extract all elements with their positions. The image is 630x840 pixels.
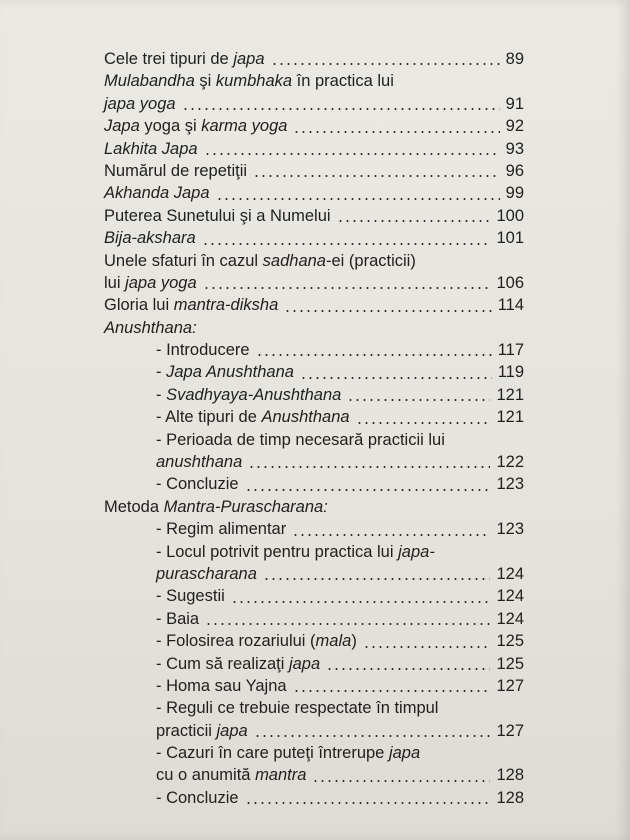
toc-entry-title xyxy=(104,93,176,115)
table-of-contents xyxy=(104,48,524,809)
toc-entry-title xyxy=(156,787,239,809)
toc-entry xyxy=(104,361,524,383)
dot-leader xyxy=(300,377,492,379)
toc-title-fragment: Gloria lui xyxy=(104,296,174,315)
toc-page-number: 100 xyxy=(496,206,524,225)
toc-entry xyxy=(104,115,524,137)
toc-title-fragment: - Locul potrivit pentru practica lui xyxy=(156,542,399,561)
toc-entry-title xyxy=(156,429,445,451)
toc-entry xyxy=(104,451,524,473)
toc-title-fragment: - Folosirea rozariului ( xyxy=(156,632,316,651)
toc-page-number: 121 xyxy=(496,385,524,404)
toc-title-fragment: - xyxy=(156,363,167,382)
dot-leader xyxy=(363,646,490,648)
toc-entry xyxy=(104,406,524,428)
toc-entry xyxy=(104,541,524,563)
toc-page-number: 101 xyxy=(496,229,524,248)
toc-page-number: 125 xyxy=(496,654,524,673)
dot-leader xyxy=(256,354,492,356)
toc-title-fragment: purascharana xyxy=(156,564,257,583)
toc-page-number: 128 xyxy=(496,788,524,807)
toc-entry xyxy=(104,182,524,204)
toc-title-fragment: - Reguli ce trebuie respectate în timpul xyxy=(156,699,439,718)
toc-page-number: 114 xyxy=(497,296,524,315)
toc-entry xyxy=(104,608,524,630)
toc-title-fragment: Anushthana: xyxy=(104,318,197,337)
toc-entry-title xyxy=(156,697,438,719)
toc-entry-title xyxy=(156,361,294,383)
toc-entry-title xyxy=(156,764,306,786)
toc-title-fragment: Numărul de repetiţii xyxy=(104,161,248,180)
toc-entry-title xyxy=(104,48,265,70)
toc-page-number: 117 xyxy=(497,341,524,360)
toc-entry-title xyxy=(104,160,247,182)
toc-entry-title xyxy=(156,720,248,742)
toc-title-fragment: - Alte tipuri de xyxy=(156,408,262,427)
dot-leader xyxy=(254,735,490,737)
toc-entry xyxy=(104,205,524,227)
dot-leader xyxy=(182,108,500,110)
toc-entry-title xyxy=(104,205,331,227)
toc-entry xyxy=(104,70,524,92)
toc-entry-title xyxy=(156,406,350,428)
toc-entry xyxy=(104,294,524,316)
toc-entry-title xyxy=(156,563,257,585)
dot-leader xyxy=(292,534,490,536)
toc-page-number: 123 xyxy=(496,520,524,539)
toc-title-fragment: Japa Anushthana xyxy=(166,363,294,382)
toc-entry xyxy=(104,473,524,495)
toc-entry xyxy=(104,697,524,719)
toc-entry xyxy=(104,787,524,809)
toc-title-fragment: - Cazuri în care puteţi întrerupe xyxy=(156,744,389,763)
toc-entry xyxy=(104,317,524,339)
toc-entry-title xyxy=(156,608,199,630)
toc-title-fragment: -ei (practicii) xyxy=(325,251,416,270)
dot-leader xyxy=(202,243,490,245)
toc-entry-title xyxy=(156,742,420,764)
toc-page-number: 127 xyxy=(496,721,524,740)
toc-entry xyxy=(104,585,524,607)
toc-page-number: 119 xyxy=(497,363,524,382)
toc-title-fragment: - Cum să realizaţi xyxy=(156,654,289,673)
toc-page-number: 124 xyxy=(496,564,524,583)
toc-entry xyxy=(104,160,524,182)
dot-leader xyxy=(312,780,490,782)
toc-page-number: 124 xyxy=(496,587,524,606)
dot-leader xyxy=(204,153,500,155)
toc-title-fragment: japa xyxy=(233,49,265,68)
toc-title-fragment: Bija-akshara xyxy=(104,229,196,248)
dot-leader xyxy=(253,175,500,177)
toc-title-fragment: - Sugestii xyxy=(156,587,225,606)
dot-leader xyxy=(293,131,500,133)
toc-title-fragment: karma yoga xyxy=(201,117,288,136)
toc-title-fragment: - xyxy=(156,385,167,404)
toc-title-fragment: kumbhaka xyxy=(215,72,293,91)
toc-entry-title xyxy=(104,272,197,294)
toc-page-number: 106 xyxy=(496,273,524,292)
toc-title-fragment: Mulabandha xyxy=(104,72,195,91)
toc-page-number: 91 xyxy=(505,94,524,113)
toc-entry xyxy=(104,630,524,652)
toc-page-number: 124 xyxy=(496,609,524,628)
toc-title-fragment: - Concluzie xyxy=(156,788,239,807)
toc-title-fragment: japa xyxy=(388,744,421,763)
toc-entry xyxy=(104,653,524,675)
toc-page-number: 121 xyxy=(496,408,524,427)
toc-title-fragment: Unele sfaturi în cazul xyxy=(104,251,263,270)
toc-title-fragment: Lakhita Japa xyxy=(104,139,198,158)
toc-title-fragment: ) xyxy=(351,632,357,651)
toc-entry xyxy=(104,93,524,115)
toc-title-fragment: japa yoga xyxy=(104,94,176,113)
toc-title-fragment: - Introducere xyxy=(156,341,250,360)
toc-title-fragment: Akhanda Japa xyxy=(104,184,210,203)
toc-entry xyxy=(104,518,524,540)
toc-entry-title xyxy=(104,496,328,518)
toc-page-number: 96 xyxy=(505,161,524,180)
toc-entry-title xyxy=(104,115,287,137)
dot-leader xyxy=(356,422,490,424)
toc-title-fragment: mantra-diksha xyxy=(173,296,279,315)
toc-title-fragment: yoga şi xyxy=(139,117,202,136)
toc-entry xyxy=(104,496,524,518)
toc-title-fragment: - Baia xyxy=(156,609,200,628)
toc-entry-title xyxy=(156,473,239,495)
toc-title-fragment: sadhana xyxy=(262,251,326,270)
dot-leader xyxy=(271,63,500,65)
dot-leader xyxy=(347,399,490,401)
toc-entry xyxy=(104,742,524,764)
toc-entry xyxy=(104,563,524,585)
toc-entry xyxy=(104,250,524,272)
toc-entry-title xyxy=(156,339,250,361)
toc-entry-title xyxy=(104,317,197,339)
toc-entry xyxy=(104,429,524,451)
toc-entry-title xyxy=(104,294,278,316)
toc-title-fragment: Metoda xyxy=(104,497,164,516)
toc-entry-title xyxy=(156,384,341,406)
toc-page-number: 123 xyxy=(496,475,524,494)
toc-title-fragment: cu o anumită xyxy=(156,766,256,785)
toc-entry xyxy=(104,48,524,70)
toc-page-number: 92 xyxy=(505,117,524,136)
toc-page-number: 122 xyxy=(496,453,524,472)
toc-title-fragment: lui xyxy=(104,273,126,292)
dot-leader xyxy=(231,601,490,603)
toc-title-fragment: anushthana xyxy=(156,453,243,472)
dot-leader xyxy=(216,198,500,200)
toc-title-fragment: japa yoga xyxy=(125,273,197,292)
toc-page-number: 89 xyxy=(505,49,524,68)
toc-title-fragment: japa- xyxy=(398,542,435,561)
toc-title-fragment: - Homa sau Yajna xyxy=(156,676,287,695)
toc-page-number: 93 xyxy=(505,139,524,158)
toc-title-fragment: în practica lui xyxy=(292,72,394,91)
dot-leader xyxy=(245,802,490,804)
toc-page-number: 127 xyxy=(496,676,524,695)
toc-entry xyxy=(104,720,524,742)
toc-entry xyxy=(104,339,524,361)
toc-title-fragment: japa xyxy=(216,721,248,740)
toc-title-fragment: - Concluzie xyxy=(156,475,239,494)
toc-title-fragment: Japa xyxy=(104,117,140,136)
toc-title-fragment: mala xyxy=(315,632,352,651)
toc-entry xyxy=(104,765,524,787)
toc-title-fragment: şi xyxy=(194,72,216,91)
toc-entry-title xyxy=(104,182,210,204)
toc-title-fragment: Svadhyaya-Anushthana xyxy=(166,385,342,404)
toc-entry-title xyxy=(104,138,198,160)
toc-title-fragment: - Regim alimentar xyxy=(156,520,287,539)
toc-entry-title xyxy=(156,675,287,697)
dot-leader xyxy=(284,310,492,312)
toc-entry-title xyxy=(156,653,320,675)
toc-entry-title xyxy=(156,585,225,607)
toc-page-number: 99 xyxy=(505,184,524,203)
dot-leader xyxy=(337,220,490,222)
toc-entry xyxy=(104,227,524,249)
dot-leader xyxy=(248,466,490,468)
toc-page-number: 125 xyxy=(496,632,524,651)
toc-entry-title xyxy=(104,227,196,249)
toc-title-fragment: mantra xyxy=(255,766,307,785)
toc-entry-title xyxy=(104,70,394,92)
toc-page-number: 128 xyxy=(496,766,524,785)
dot-leader xyxy=(203,287,490,289)
toc-title-fragment: practicii xyxy=(156,721,217,740)
toc-entry xyxy=(104,138,524,160)
toc-entry xyxy=(104,675,524,697)
toc-title-fragment: japa xyxy=(288,654,321,673)
toc-entry-title xyxy=(156,630,357,652)
dot-leader xyxy=(245,489,490,491)
toc-entry-title xyxy=(156,518,286,540)
toc-title-fragment: Cele trei tipuri de xyxy=(104,49,234,68)
toc-title-fragment: Mantra-Purascharana: xyxy=(163,497,328,516)
toc-title-fragment: - Perioada de timp necesară practicii lui xyxy=(156,430,445,449)
toc-title-fragment: Puterea Sunetului şi a Numelui xyxy=(104,206,331,225)
dot-leader xyxy=(205,623,490,625)
dot-leader xyxy=(263,578,490,580)
dot-leader xyxy=(326,668,490,670)
toc-entry xyxy=(104,272,524,294)
toc-entry-title xyxy=(104,250,416,272)
toc-entry xyxy=(104,384,524,406)
toc-title-fragment: Anushthana xyxy=(261,408,350,427)
toc-entry-title xyxy=(156,451,242,473)
toc-entry-title xyxy=(156,541,435,563)
dot-leader xyxy=(293,690,490,692)
